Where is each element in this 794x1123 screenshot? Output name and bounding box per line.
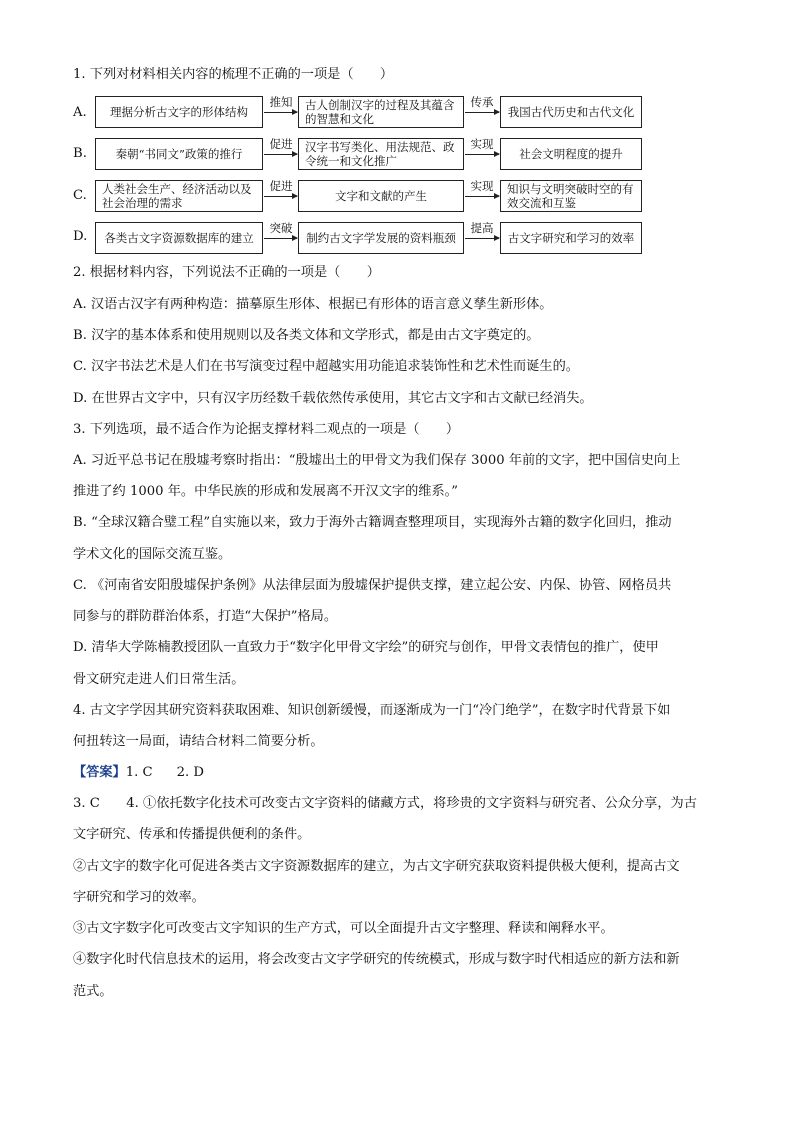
- q1-row-a-box1: 理据分析古文字的形体结构: [95, 96, 263, 128]
- q1-row-b-arrow1-label: 促进: [269, 137, 293, 151]
- q3-stem: 3. 下列选项，最不适合作为论据支撑材料二观点的一项是（ ）: [73, 422, 460, 437]
- q1-row-b-arrow2-label: 实现: [470, 137, 494, 151]
- answer-line-3: ②古文字的数字化可促进各类古文字资源数据库的建立，为古文字研究获取资料提供极大便利，提高古文: [73, 859, 680, 874]
- q1-stem: 1. 下列对材料相关内容的梳理不正确的一项是（ ）: [73, 67, 394, 82]
- q1-row-a-box2: 古人创制汉字的过程及其蕴含的智慧和文化: [298, 96, 464, 128]
- q1-row-c-box1: 人类社会生产、经济活动以及社会治理的需求: [95, 180, 263, 212]
- q1-row-c-arrow1: [264, 196, 297, 197]
- q1-row-a-letter: A.: [73, 105, 87, 120]
- q1-row-d-arrow1-label: 突破: [269, 221, 293, 235]
- q3-line-8: 骨文研究走进人们日常生活。: [73, 672, 245, 687]
- q1-row-d-box2: 制约古文字学发展的资料瓶颈: [298, 222, 464, 254]
- q2-stem: 2. 根据材料内容，下列说法不正确的一项是（ ）: [73, 265, 380, 280]
- answer-line-5: ③古文字数字化可改变古文字知识的生产方式，可以全面提升古文字整理、释读和阐释水平。: [73, 921, 614, 936]
- q1-row-b-arrow2: [465, 154, 499, 155]
- q1-row-c-letter: C.: [73, 188, 87, 203]
- q3-line-7: D. 清华大学陈楠教授团队一直致力于“数字化甲骨文字绘”的研究与创作，甲骨文表情包的推广，使甲: [73, 640, 659, 655]
- q3-line-1: A. 习近平总书记在殷墟考察时指出：“殷墟出土的甲骨文为我们保存 3000 年前的文字，把中国信史向上: [73, 453, 681, 468]
- q3-line-3: B. “全球汉籍合璧工程”自实施以来，致力于海外古籍调查整理项目，实现海外古籍的数字化回归，推动: [73, 515, 672, 530]
- answer-line-7: 范式。: [73, 984, 113, 999]
- q2-option-d: D. 在世界古文字中，只有汉字历经数千载依然传承使用，其它古文字和古文献已经消失。: [73, 391, 593, 406]
- answer-line-2: 文字研究、传承和传播提供便利的条件。: [73, 827, 311, 842]
- answer-header: [73, 764, 204, 782]
- q1-row-c-arrow2: [465, 196, 499, 197]
- q1-row-d-box1: 各类古文字资源数据库的建立: [95, 222, 263, 254]
- q2-option-c: C. 汉字书法艺术是人们在书写演变过程中超越实用功能追求装饰性和艺术性而诞生的。: [73, 359, 579, 374]
- q1-row-a-arrow2: [465, 112, 499, 113]
- q1-row-a-box3: 我国古代历史和古代文化: [500, 96, 642, 128]
- answer-1: 1. C: [125, 765, 153, 780]
- q1-row-d-arrow1: [264, 238, 297, 239]
- q3-line-5: C. 《河南省安阳殷墟保护条例》从法律层面为殷墟保护提供支撑，建立起公安、内保、协管、网格员共: [73, 578, 672, 593]
- q3-line-6: 同参与的群防群治体系，打造“大保护”格局。: [73, 609, 338, 624]
- q2-option-a: A. 汉语古汉字有两种构造：描摹原生形体、根据已有形体的语言意义孳生新形体。: [73, 297, 553, 312]
- q1-row-d-arrow2: [465, 238, 499, 239]
- q1-row-c-arrow2-label: 实现: [470, 179, 494, 193]
- q4-line-2: 何扭转这一局面，请结合材料二简要分析。: [73, 734, 324, 749]
- q1-row-b-arrow1: [264, 154, 297, 155]
- q1-row-c-box2: 文字和文献的产生: [298, 180, 464, 212]
- q1-row-c-arrow1-label: 促进: [269, 179, 293, 193]
- q1-row-b-box3: 社会文明程度的提升: [500, 138, 642, 170]
- answer-tag: 【答案】: [73, 765, 126, 780]
- q1-row-b-letter: B.: [73, 146, 87, 161]
- q1-row-a-arrow1-label: 推知: [269, 95, 293, 109]
- q3-line-2: 推进了约 1000 年。中华民族的形成和发展离不开汉文字的维系。”: [73, 484, 458, 499]
- q1-row-c-box3: 知识与文明突破时空的有效交流和互鉴: [500, 180, 642, 212]
- q2-option-b: B. 汉字的基本体系和使用规则以及各类文体和文学形式，都是由古文字奠定的。: [73, 328, 540, 343]
- answer-2: 2. D: [176, 765, 204, 780]
- q1-row-d-box3: 古文字研究和学习的效率: [500, 222, 642, 254]
- q1-row-d-letter: D.: [73, 229, 88, 244]
- q3-line-4: 学术文化的国际交流互鉴。: [73, 547, 232, 562]
- q4-line-1: 4. 古文字学因其研究资料获取困难、知识创新缓慢，而逐渐成为一门“冷门绝学”，在数字时代背景下如: [73, 703, 671, 718]
- q1-row-a-arrow2-label: 传承: [470, 95, 494, 109]
- answer-line-6: ④数字化时代信息技术的运用，将会改变古文字学研究的传统模式，形成与数字时代相适应的新方法和新: [73, 952, 680, 967]
- answer-line-1: 3. C 4. ①依托数字化技术可改变古文字资料的储藏方式，将珍贵的文字资料与研究者、公众分享，为古: [73, 796, 697, 811]
- answer-line-4: 字研究和学习的效率。: [73, 890, 205, 905]
- q1-row-d-arrow2-label: 提高: [470, 221, 494, 235]
- q1-row-b-box1: 秦朝“书同文”政策的推行: [95, 138, 263, 170]
- q1-row-a-arrow1: [264, 112, 297, 113]
- q1-row-b-box2: 汉字书写类化、用法规范、政令统一和文化推广: [298, 138, 464, 170]
